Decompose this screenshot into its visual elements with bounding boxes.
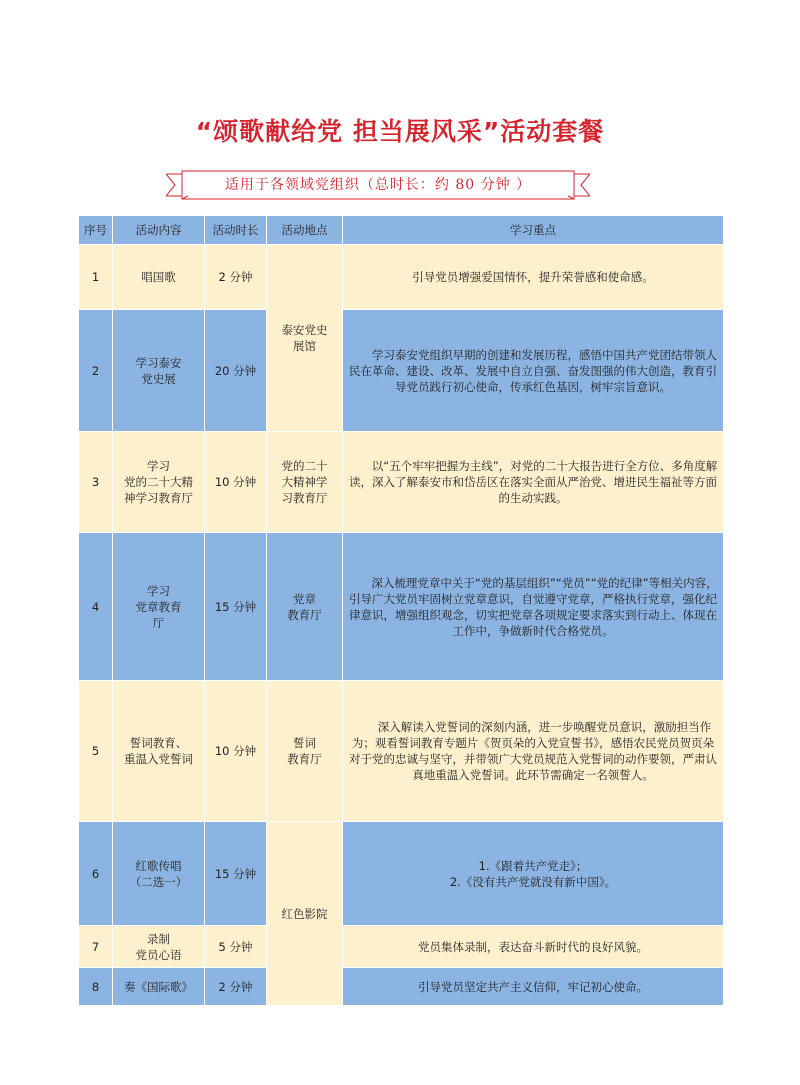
row-duration: 10 分钟: [205, 681, 267, 822]
row-location: 红色影院: [267, 822, 343, 1006]
subtitle-banner: [166, 170, 590, 200]
row-location: 泰安党史 展馆: [267, 245, 343, 432]
table-header-row: [79, 216, 724, 245]
row-duration: 10 分钟: [205, 432, 267, 533]
row-content: 学习 党的二十大精 神学习教育厅: [113, 432, 205, 533]
header-location: 活动地点: [267, 216, 343, 245]
row-focus: [343, 533, 724, 681]
page-title: “颂歌献给党 担当展风采”活动套餐: [195, 117, 605, 146]
row-location: 誓词 教育厅: [267, 681, 343, 822]
header-no: 序号: [79, 216, 113, 245]
row-focus: [343, 310, 724, 432]
activity-table: [78, 215, 724, 1006]
table-row: [79, 432, 724, 533]
row-focus: 引导党员增强爱国情怀，提升荣誉感和使命感。: [343, 245, 724, 310]
row-duration: 2 分钟: [205, 968, 267, 1006]
table-row: [79, 681, 724, 822]
row-no: 5: [79, 681, 113, 822]
row-focus: [343, 432, 724, 533]
row-no: 4: [79, 533, 113, 681]
row-content: 奏《国际歌》: [113, 968, 205, 1006]
row-content: 红歌传唱 （二选一）: [113, 822, 205, 926]
row-location: 党章 教育厅: [267, 533, 343, 681]
table-row: [79, 245, 724, 310]
subtitle: 适用于各领域党组织（总时长：约 80 分钟 ）: [224, 177, 532, 193]
row-no: 1: [79, 245, 113, 310]
row-no: 6: [79, 822, 113, 926]
row-content: 唱国歌: [113, 245, 205, 310]
row-no: 2: [79, 310, 113, 432]
row-duration: 2 分钟: [205, 245, 267, 310]
table-row: [79, 822, 724, 926]
row-content: 学习 党章教育 厅: [113, 533, 205, 681]
table-row: [79, 310, 724, 432]
row-duration: 15 分钟: [205, 533, 267, 681]
row-content: 学习泰安 党史展: [113, 310, 205, 432]
row-focus: [343, 681, 724, 822]
row-no: 8: [79, 968, 113, 1006]
table-row: [79, 968, 724, 1006]
header-duration: 活动时长: [205, 216, 267, 245]
row-focus: [343, 822, 724, 926]
row-duration: 5 分钟: [205, 926, 267, 968]
row-focus-text: 以“五个牢牢把握为主线”，对党的二十大报告进行全方位、多角度解读，深入了解泰安市和岱岳区在落实全面从严治党、增进民生福祉等方面的生动实践。: [349, 459, 718, 505]
row-focus: 引导党员坚定共产主义信仰，牢记初心使命。: [343, 968, 724, 1006]
table-row: [79, 533, 724, 681]
row-no: 7: [79, 926, 113, 968]
row-content: 誓词教育、 重温入党誓词: [113, 681, 205, 822]
row-focus-text: 学习泰安党组织早期的创建和发展历程，感悟中国共产党团结带领人民在革命、建设、改革、发展中自立自强、奋发图强的伟大创造，教育引导党员践行初心使命，传承红色基因，树牢宗旨意识。: [349, 347, 717, 394]
row-focus-text: 深入解读入党誓词的深刻内涵，进一步唤醒党员意识，激励担当作为；观看誓词教育专题片《贺页朵的入党宣誓书》，感悟农民党员贺页朵对于党的忠诚与坚守，并带领广大党员规范入党誓词的动作要领，严肃认真地重温入党誓词。此环节需确定一名领誓人。: [349, 720, 717, 782]
row-duration: 20 分钟: [205, 310, 267, 432]
row-location: 党的二十 大精神学 习教育厅: [267, 432, 343, 533]
table-row: [79, 926, 724, 968]
row-focus-text: 深入梳理党章中关于“党的基层组织”“党员”“党的纪律”等相关内容，引导广大党员牢固树立党章意识，自觉遵守党章，严格执行党章，强化纪律意识，增强组织观念，切实把党章各项规定要求落实到行动上、体现在工作中，争做新时代合格党员。: [349, 575, 718, 638]
header-focus: 学习重点: [343, 216, 724, 245]
song-option-1: 1.《跟着共产党走》；: [478, 858, 588, 873]
header-content: 活动内容: [113, 216, 205, 245]
row-content: 录制 党员心语: [113, 926, 205, 968]
row-duration: 15 分钟: [205, 822, 267, 926]
row-no: 3: [79, 432, 113, 533]
song-option-2: 2.《没有共产党就没有新中国》。: [449, 874, 617, 889]
row-focus: 党员集体录制，表达奋斗新时代的良好风貌。: [343, 926, 724, 968]
